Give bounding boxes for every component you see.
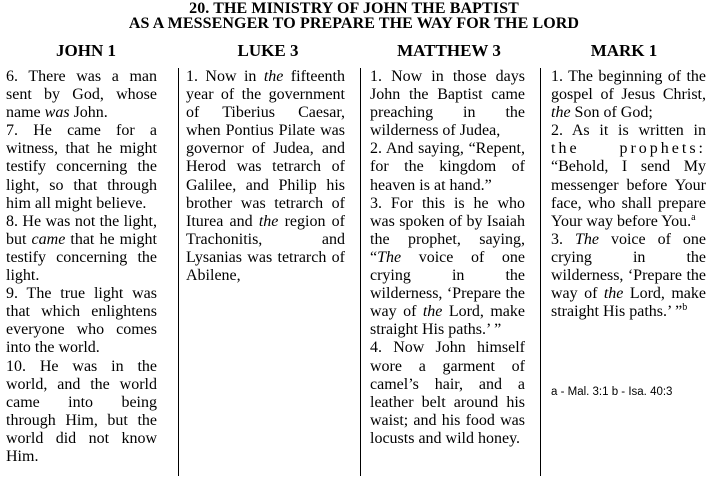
verse-mark-2: 2. As it is written in the prophets: “Behold, I send My messenger before Your face, who shall prepare Your way before You.$^a$ <box>551 122 706 230</box>
verse-luke-1: 1. Now in the fifteenth year of the government of Tiberius Caesar, when Pontius Pilate was governor of Judea, and Herod was tetrarch of Galilee, and Philip his brother was tetrarch of Iturea and the region of Trachonitis, and Lysanias was tetrarch of Abilene, <box>186 68 346 285</box>
column-mark <box>540 68 706 476</box>
verse-matthew-1: 1. Now in those days John the Baptist came preaching in the wilderness of Judea, <box>370 68 525 140</box>
verse-john-10: 10. He was in the world, and the world came into being through Him, but the world did not know Him. <box>6 357 157 465</box>
verse-john-9: 9. The true light was that which enlightens everyone who comes into the world. <box>6 285 157 357</box>
verse-john-7: 7. He came for a witness, that he might testify concerning the light, so that through him all might believe. <box>6 122 157 212</box>
page-title-line-1: 20. THE MINISTRY OF JOHN THE BAPTIST <box>189 0 519 17</box>
verse-mark-1: 1. The beginning of the gospel of Jesus Christ, the Son of God; <box>551 68 706 122</box>
verse-john-8: 8. He was not the light, but came that he might testify concerning the light. <box>6 212 157 285</box>
footnotes: a - Mal. 3:1 b - Isa. 40:3 <box>551 386 673 398</box>
column-luke <box>178 68 358 476</box>
verse-matthew-3: 3. For this is he who was spoken of by Isaiah the prophet, saying, “The voice of one crying in the wilderness, ‘Prepare the way of the Lord, make straight His paths.’ ” <box>370 194 525 339</box>
column-heading-luke: LUKE 3 <box>237 41 299 60</box>
column-heading-mark: MARK 1 <box>590 41 658 60</box>
column-heading-john: JOHN 1 <box>56 41 116 60</box>
page-title-line-2: AS A MESSENGER TO PREPARE THE WAY FOR THE LORD <box>128 15 580 32</box>
verse-john-6: 6. There was a man sent by God, whose name was John. <box>6 68 157 122</box>
column-john <box>6 68 157 476</box>
verse-matthew-4: 4. Now John himself wore a garment of camel’s hair, and a leather belt around his waist; and his food was locusts and wild honey. <box>370 339 525 447</box>
column-matthew <box>360 68 538 476</box>
verse-matthew-2: 2. And saying, “Repent, for the kingdom of heaven is at hand.” <box>370 140 525 194</box>
column-heading-matthew: MATTHEW 3 <box>397 41 501 60</box>
verse-mark-3: 3. The voice of one crying in the wilderness, ‘Prepare the way of the Lord, make straight His paths.’ ”$^b$ <box>551 230 707 321</box>
